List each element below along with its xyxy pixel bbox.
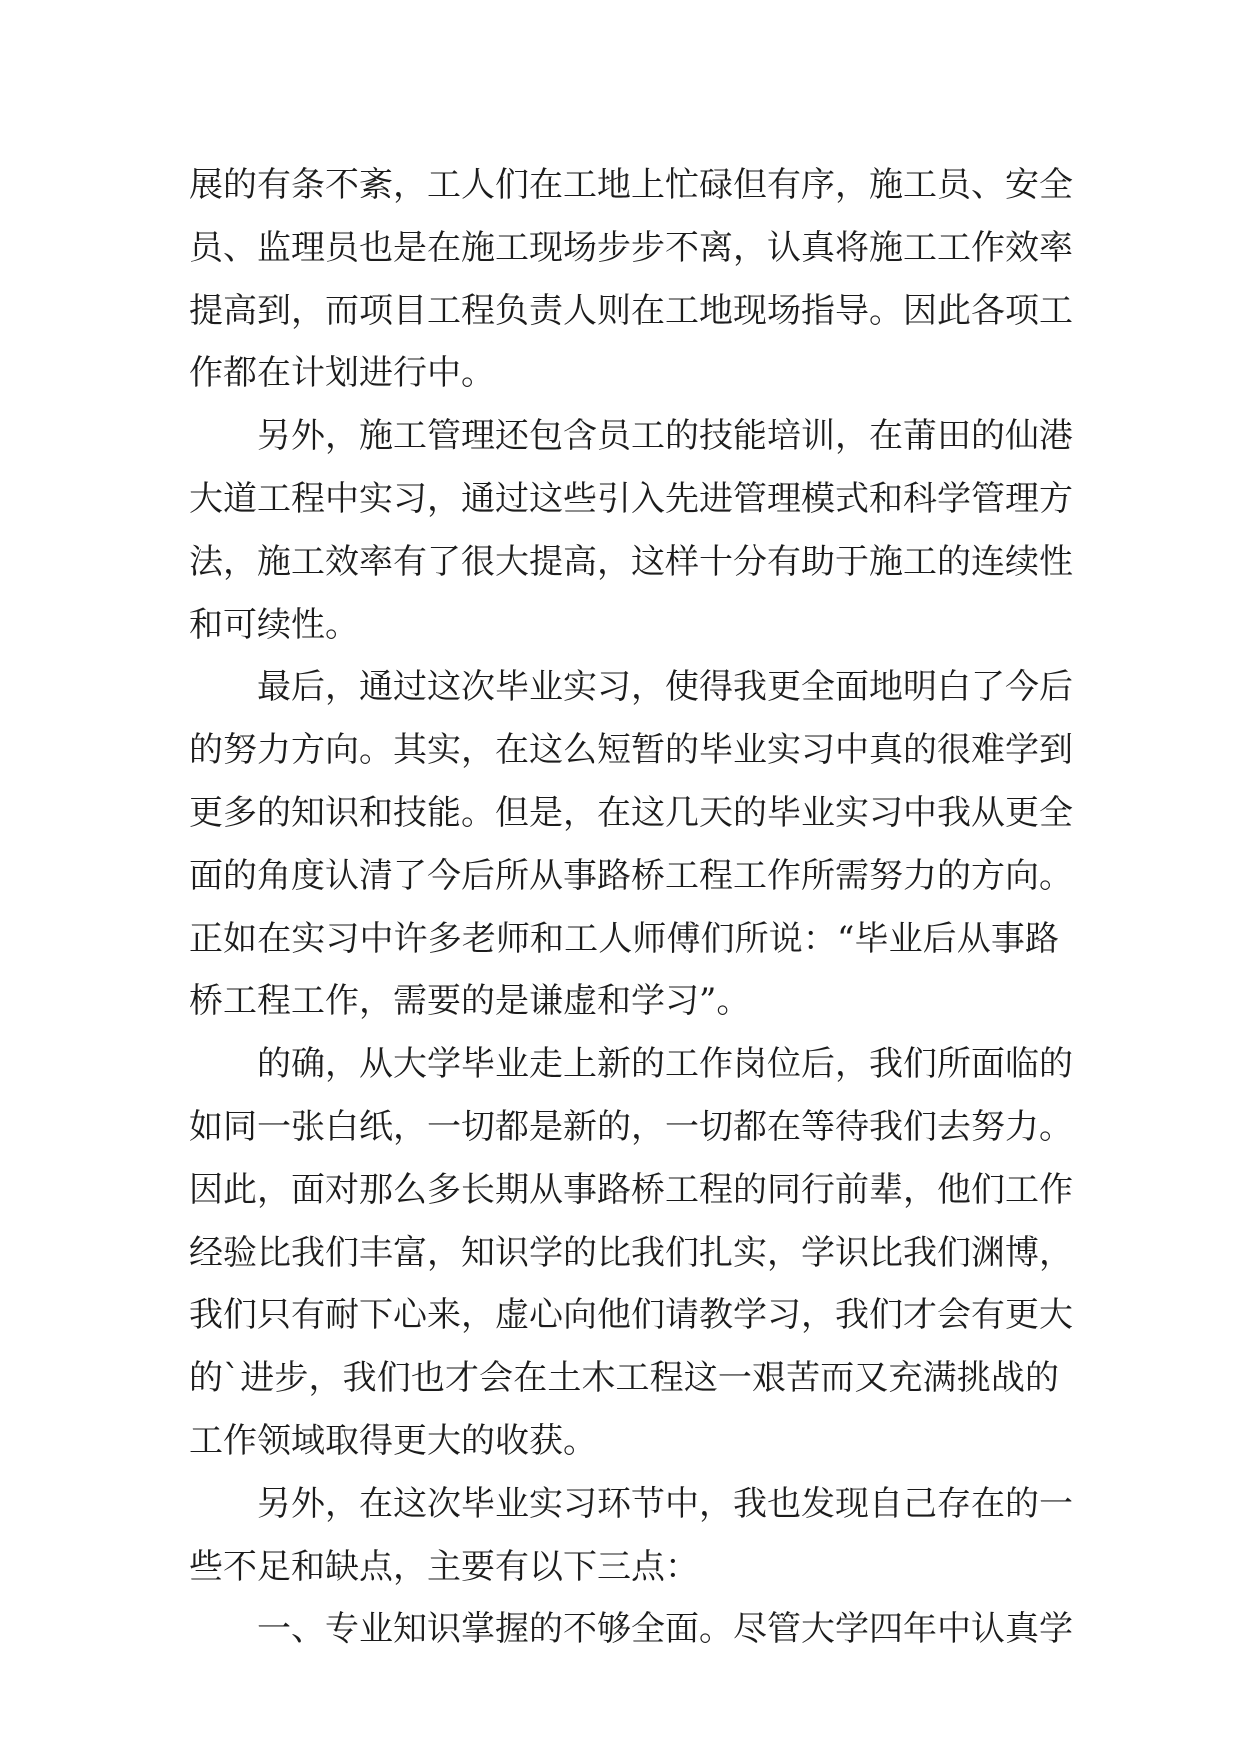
text-line: 桥工程工作，需要的是谦虚和学习”。 — [189, 981, 751, 1022]
text-line: 作都在计划进行中。 — [189, 353, 495, 394]
text-line: 最后，通过这次毕业实习，使得我更全面地明白了今后 — [257, 667, 1073, 708]
text-line: 经验比我们丰富，知识学的比我们扎实，学识比我们渊博， — [189, 1232, 1073, 1273]
text-line: 更多的知识和技能。但是，在这几天的毕业实习中我从更全 — [189, 792, 1073, 833]
text-line: 一、专业知识掌握的不够全面。尽管大学四年中认真学 — [257, 1609, 1073, 1650]
text-line: 如同一张白纸，一切都是新的，一切都在等待我们去努力。 — [189, 1106, 1073, 1147]
text-line: 提高到，而项目工程负责人则在工地现场指导。因此各项工 — [189, 290, 1073, 331]
text-line: 的努力方向。其实，在这么短暂的毕业实习中真的很难学到 — [189, 730, 1073, 771]
text-line: 大道工程中实习，通过这些引入先进管理模式和科学管理方 — [189, 478, 1073, 519]
text-line: 因此，面对那么多长期从事路桥工程的同行前辈，他们工作 — [189, 1169, 1073, 1210]
text-line: 些不足和缺点，主要有以下三点： — [189, 1546, 699, 1587]
text-line: 另外，在这次毕业实习环节中，我也发现自己存在的一 — [257, 1483, 1073, 1524]
text-line: 的确，从大学毕业走上新的工作岗位后，我们所面临的 — [257, 1044, 1073, 1085]
text-line: 面的角度认清了今后所从事路桥工程工作所需努力的方向。 — [189, 855, 1073, 896]
text-line: 和可续性。 — [189, 604, 359, 645]
text-line: 我们只有耐下心来，虚心向他们请教学习，我们才会有更大 — [189, 1295, 1073, 1336]
text-line: 正如在实习中许多老师和工人师傅们所说：“毕业后从事路 — [189, 918, 1059, 959]
text-line: 员、监理员也是在施工现场步步不离，认真将施工工作效率 — [189, 227, 1073, 268]
text-line: 工作领域取得更大的收获。 — [189, 1420, 597, 1461]
text-line: 法，施工效率有了很大提高，这样十分有助于施工的连续性 — [189, 541, 1073, 582]
text-line: 的`进步，我们也才会在土木工程这一艰苦而又充满挑战的 — [189, 1358, 1059, 1399]
text-line: 展的有条不紊，工人们在工地上忙碌但有序，施工员、安全 — [189, 165, 1073, 205]
body-text — [189, 154, 1073, 1661]
text-line: 另外，施工管理还包含员工的技能培训，在莆田的仙港 — [257, 416, 1073, 457]
